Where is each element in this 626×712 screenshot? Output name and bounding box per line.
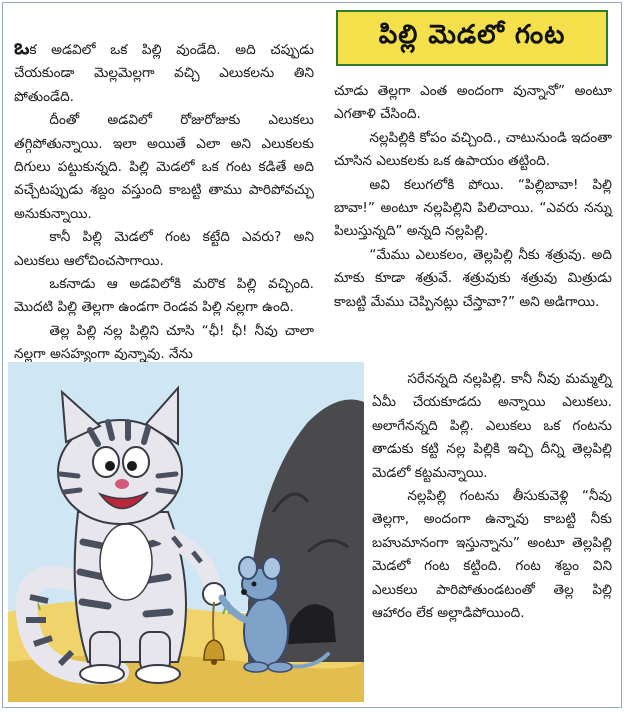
left-column bbox=[14, 35, 314, 367]
story-title: పిల్లి మెడలో గంట bbox=[336, 10, 608, 66]
paragraph-11: నల్లపిల్లి గంటను తీసుకువెళ్లి “నీవు తెల్లగా, అందంగా ఉన్నావు కాబట్టి నీకు బహుమానంగా ఇస్తున్నాను” అంటూ తెల్లపిల్లి మెడలో గంట కట్టింది. గంట శబ్దం విని ఎలుకలు పారిపోతుండటంతో తెల్ల పిల్లి ఆహారం లేక అల్లాడిపోయింది. bbox=[372, 488, 612, 622]
paragraph-10: సరేనన్నది నల్లపిల్లి. కానీ నీవు మమ్మల్ని ఏమీ చేయకూడదు అన్నాయి ఎలుకలు. అలాగేనన్నది పిల్లి. ఎలుకలు ఒక గంటను తాడుకు కట్టి నల్ల పిల్లికి ఇచ్చి దీన్ని తెల్లపిల్లి మెడలో కట్టమన్నాయి. bbox=[372, 371, 612, 481]
right-column-bottom bbox=[372, 368, 612, 625]
paragraph-4: ఒకనాడు ఆ అడవిలోకి మరొక పిల్లి వచ్చింది. మొదటి పిల్లి తెల్లగా ఉండగా రెండవ పిల్లి నల్లగా ఉంది. bbox=[14, 276, 314, 316]
bell-string-icon bbox=[213, 602, 214, 642]
story-illustration bbox=[8, 362, 364, 702]
paragraph-5: తెల్ల పిల్లి నల్ల పిల్లిని చూసి “ఛీ! ఛీ! నీవు చాలా నల్లగా అసహ్యంగా వున్నావు. నేను bbox=[14, 322, 314, 363]
paragraph-2: దీంతో అడవిలో రోజురోజుకు ఎలుకలు తగ్గిపోతున్నాయి. ఇలా అయితే ఎలా అని ఎలుకలకు దిగులు పట్టుకున్నది. పిల్లి మెడలో ఒక గంట కడితే అది వచ్చేటప్పుడు శబ్దం వస్తుంది కాబట్టి తాము పారిపోవచ్చు అనుకున్నాయి. bbox=[14, 112, 314, 222]
right-column-top bbox=[334, 80, 612, 314]
paragraph-8: అవి కలుగలోకి పోయి. “పిల్లిబావా! పిల్లి బావా!” అంటూ నల్లపిల్లిని పిలిచాయి. “ఎవరు నన్ను పిలుస్తున్నది” అన్నది నల్లపిల్లి. bbox=[334, 176, 612, 240]
paragraph-6: చూడు తెల్లగా ఎంత అందంగా వున్నానో” అంటూ ఎగతాళి చేసింది. bbox=[334, 83, 612, 123]
paragraph-3: కానీ పిల్లి మెడలో గంట కట్టేది ఎవరు? అని ఎలుకలు ఆలోచించసాగాయి. bbox=[14, 229, 314, 269]
paragraph-1-text: క అడవిలో ఒక పిల్లి వుండేది. అది చప్పుడు చేయకుండా మెల్లమెల్లగా వచ్చి ఎలుకలను తిని పోతుండేది. bbox=[14, 42, 314, 105]
paragraph-7: నల్లపిల్లికి కోపం వచ్చింది., చాటునుండి ఇదంతా చూసిన ఎలుకలకు ఒక ఉపాయం తట్టింది. bbox=[334, 129, 612, 170]
drop-cap: ఒ bbox=[14, 35, 30, 59]
cat-and-mouse-illustration bbox=[8, 362, 364, 702]
paragraph-9: “మేము ఎలుకలం, తెల్లపిల్లి నీకు శత్రువు. అది మాకు కూడా శత్రువే. శత్రువుకు శత్రువు మిత్రుడు కాబట్టి మేము చెప్పినట్లు చేస్తావా?” అని అడిగాయి. bbox=[334, 246, 612, 310]
paragraph-1 bbox=[14, 35, 314, 109]
